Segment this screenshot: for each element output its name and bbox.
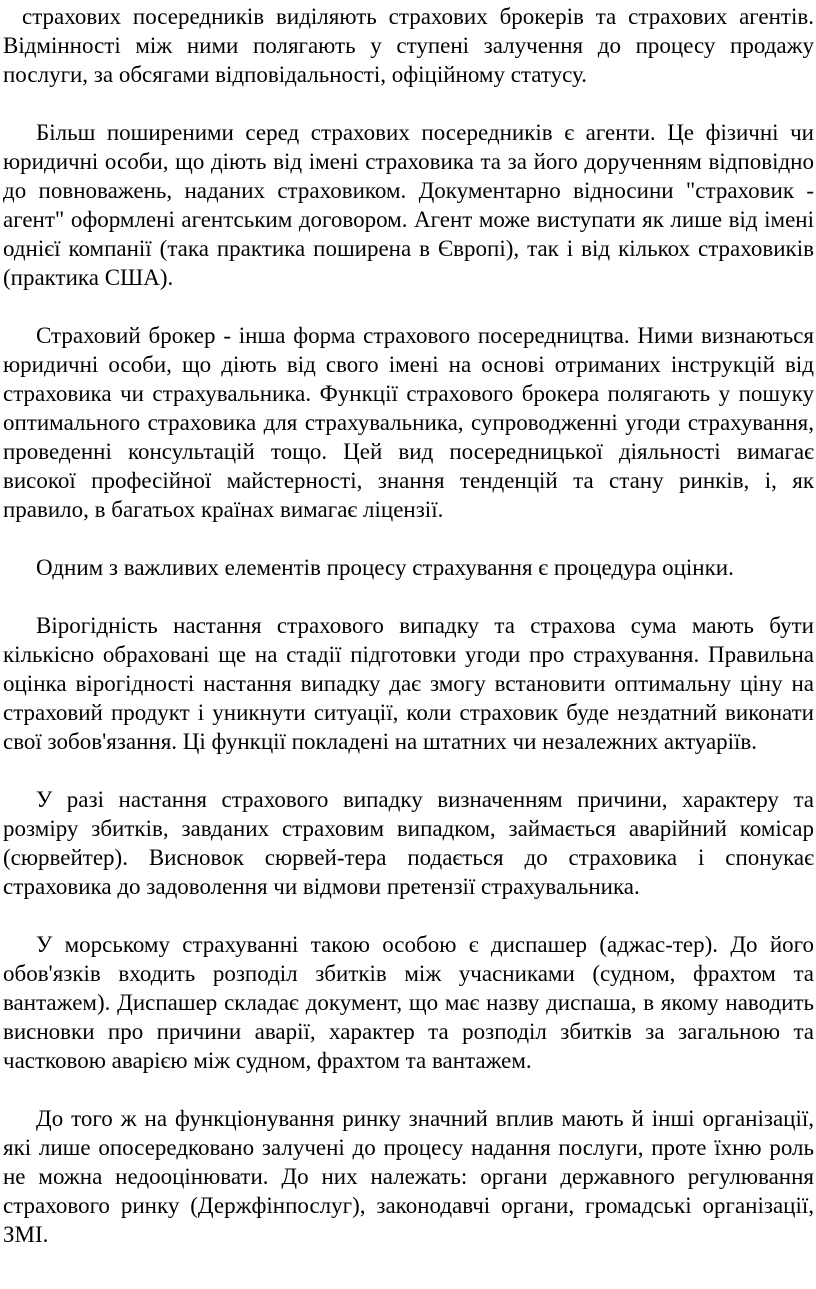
- paragraph-assessment-procedure: Одним з важливих елементів процесу страхування є процедура оцінки.: [36, 555, 734, 580]
- paragraph-agents: Більш поширеними серед страхових посередників є агенти. Це фізичні чи юридичні особи, що діють від імені страховика та за його дорученням відповідно до повноважень, наданих страховиком. Документарно відносини "страховик - агент" оформлені агентським договором. Агент може виступати як лише від імені однієї компанії (така практика поширена в Європі), так і від кількох страховиків (практика США).: [3, 120, 814, 290]
- paragraph-average-adjuster: У морському страхуванні такою особою є диспашер (аджас-тер). До його обов'язків входить розподіл збитків між учасниками (судном, фрахтом та вантажем). Диспашер складає документ, що має назву диспаша, в якому наводить висновки про причини аварії, характер та розподіл збитків за загальною та частковою аварією між судном, фрахтом та вантажем.: [3, 932, 814, 1073]
- paragraph-probability-assessment: Вірогідність настання страхового випадку та страхова сума мають бути кількісно обраховані ще на стадії підготовки угоди про страхування. Правильна оцінка вірогідності настання випадку дає змогу встановити оптимальну ціну на страховий продукт і уникнути ситуації, коли страховик буде нездатний виконати свої зобов'язання. Ці функції покладені на штатних чи незалежних актуаріїв.: [3, 613, 814, 754]
- paragraph-other-organizations: До того ж на функціонування ринку значний вплив мають й інші організації, які лише опосередковано залучені до процесу надання послуги, проте їхню роль не можна недооцінювати. До них належать: органи державного регулювання страхового ринку (Держфінпослуг), законодавчі органи, громадські організації, ЗМІ.: [3, 1106, 814, 1247]
- paragraph-insurance-broker: Страховий брокер - інша форма страхового посередництва. Ними визнаються юридичні особи, що діють від свого імені на основі отриманих інструкцій від страховика чи страхувальника. Функції страхового брокера полягають у пошуку оптимального страховика для страхувальника, супроводженні угоди страхування, проведенні консультацій тощо. Цей вид посередницької діяльності вимагає високої професійної майстерності, знання тенденцій та стану ринків, і, як правило, в багатьох країнах вимагає ліцензії.: [3, 323, 814, 522]
- paragraph-surveyor: У разі настання страхового випадку визначенням причини, характеру та розміру збитків, завданих страховим випадком, займається аварійний комісар (сюрвейтер). Висновок сюрвей-тера подається до страховика і спонукає страховика до задоволення чи відмови претензії страхувальника.: [3, 787, 814, 899]
- paragraph-brokers-agents-intro: страхових посередників виділяють страхових брокерів та страхових агентів. Відмінності між ними полягають у ступені залучення до процесу продажу послуги, за обсягами відповідальності, офіційному статусу.: [3, 4, 814, 87]
